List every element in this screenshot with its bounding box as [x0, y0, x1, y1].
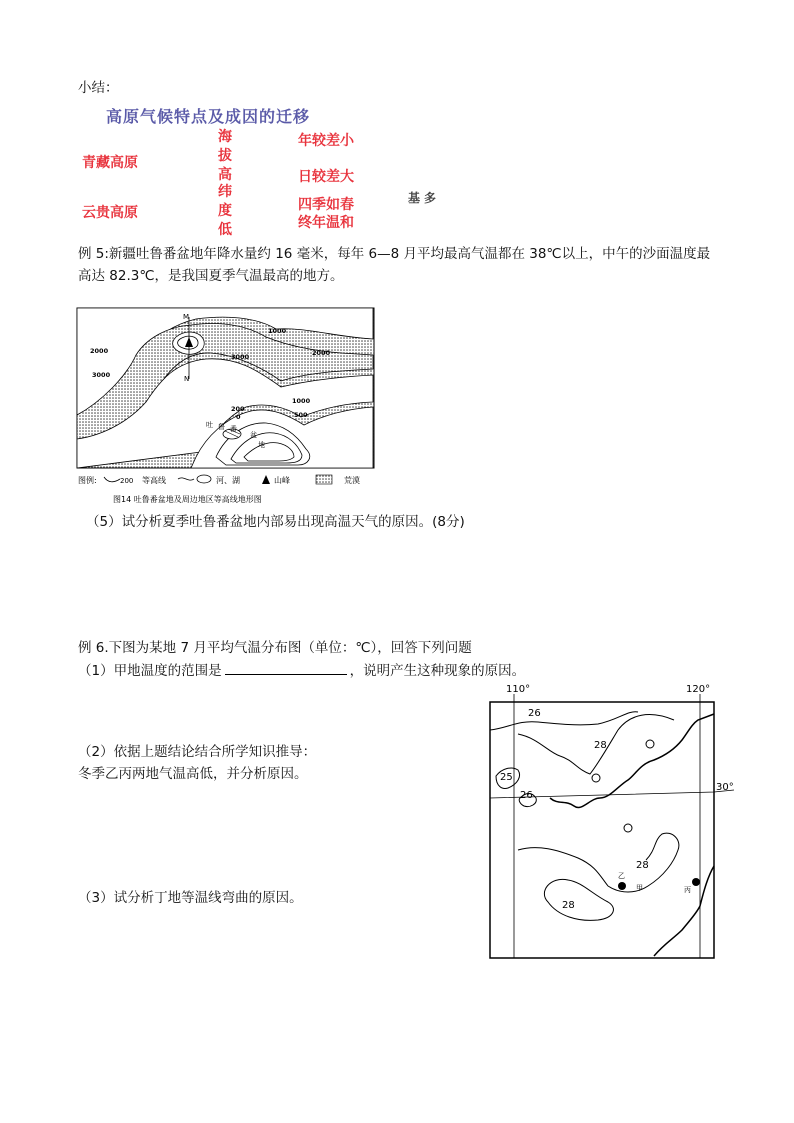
svg-text:1000: 1000: [292, 397, 311, 405]
svg-text:3000: 3000: [92, 371, 111, 379]
place-yi-dot: [618, 882, 626, 890]
plateau-yungui: 云贵高原: [82, 205, 138, 221]
svg-text:地: 地: [258, 441, 265, 449]
question-6-1: （1）甲地温度的范围是 ，说明产生这种现象的原因。: [78, 660, 525, 681]
svg-text:河、湖: 河、湖: [216, 476, 240, 485]
svg-text:3000: 3000: [231, 353, 250, 361]
lat-30: 30°: [716, 782, 734, 793]
place-bing-dot: [692, 878, 700, 886]
question-6-2b: 冬季乙丙两地气温高低，并分析原因。: [78, 766, 308, 782]
svg-text:鲁: 鲁: [218, 423, 225, 431]
svg-text:1000: 1000: [268, 327, 287, 335]
example5-line2: 高达 82.3℃，是我国夏季气温最高的地方。: [78, 268, 344, 284]
july-isotherm-map: [478, 680, 748, 962]
place-jia: 甲: [636, 884, 643, 892]
summary-title: 高原气候特点及成因的迁移: [106, 107, 311, 126]
feature-spring: 四季如春: [298, 197, 354, 213]
svg-text:500: 500: [294, 411, 308, 419]
turpan-contour-map: [76, 307, 376, 507]
lon-120: 120°: [686, 684, 711, 695]
place-circle: [646, 740, 654, 748]
answer-blank[interactable]: [225, 660, 347, 675]
svg-text:等高线: 等高线: [142, 476, 166, 485]
svg-text:25: 25: [500, 772, 513, 783]
map-legend: [78, 475, 360, 485]
question-5: （5）试分析夏季吐鲁番盆地内部易出现高温天气的原因。(8分): [86, 514, 465, 530]
place-circle: [592, 774, 600, 782]
svg-text:吐: 吐: [206, 421, 213, 429]
cause-latitude: 纬 度 低: [218, 184, 232, 238]
svg-text:26: 26: [528, 708, 541, 719]
question-6-2a: （2）依据上题结论结合所学知识推导：: [78, 744, 317, 760]
cause-altitude: 海 拔 高: [218, 129, 232, 183]
svg-text:0: 0: [236, 413, 241, 421]
svg-text:200: 200: [120, 477, 134, 485]
place-yi: 乙: [618, 872, 625, 880]
feature-daily-range: 日较差大: [298, 169, 354, 185]
place-bing: 丙: [684, 886, 691, 894]
summary-note: 基多: [408, 191, 441, 205]
svg-text:200: 200: [231, 405, 245, 413]
feature-mild: 终年温和: [298, 215, 354, 231]
example5-line1: 例 5:新疆吐鲁番盆地年降水量约 16 毫米，每年 6—8 月平均最高气温都在 38℃以上，中午的沙面温度最: [78, 246, 711, 262]
place-circle: [624, 824, 632, 832]
svg-text:盆: 盆: [250, 431, 257, 439]
point-m: M: [183, 313, 190, 321]
svg-text:荒漠: 荒漠: [344, 476, 360, 485]
svg-text:28: 28: [636, 860, 649, 871]
svg-text:图例:: 图例:: [78, 476, 97, 485]
question-6-3: （3）试分析丁地等温线弯曲的原因。: [78, 890, 303, 906]
feature-annual-range: 年较差小: [298, 133, 354, 149]
example6-intro: 例 6.下图为某地 7 月平均气温分布图（单位：℃），回答下列问题: [78, 640, 472, 656]
lon-110: 110°: [506, 684, 531, 695]
point-n: N: [184, 375, 190, 383]
svg-text:26: 26: [520, 790, 533, 801]
svg-text:28: 28: [562, 900, 575, 911]
map-caption: 图14 吐鲁番盆地及周边地区等高线地形图: [113, 495, 262, 504]
summary-label: 小结：: [78, 80, 119, 96]
svg-text:番: 番: [230, 425, 237, 433]
svg-text:28: 28: [594, 740, 607, 751]
svg-text:2000: 2000: [90, 347, 109, 355]
plateau-qinghai-tibet: 青藏高原: [82, 155, 138, 171]
svg-text:山峰: 山峰: [274, 476, 290, 485]
svg-text:2000: 2000: [312, 349, 331, 357]
